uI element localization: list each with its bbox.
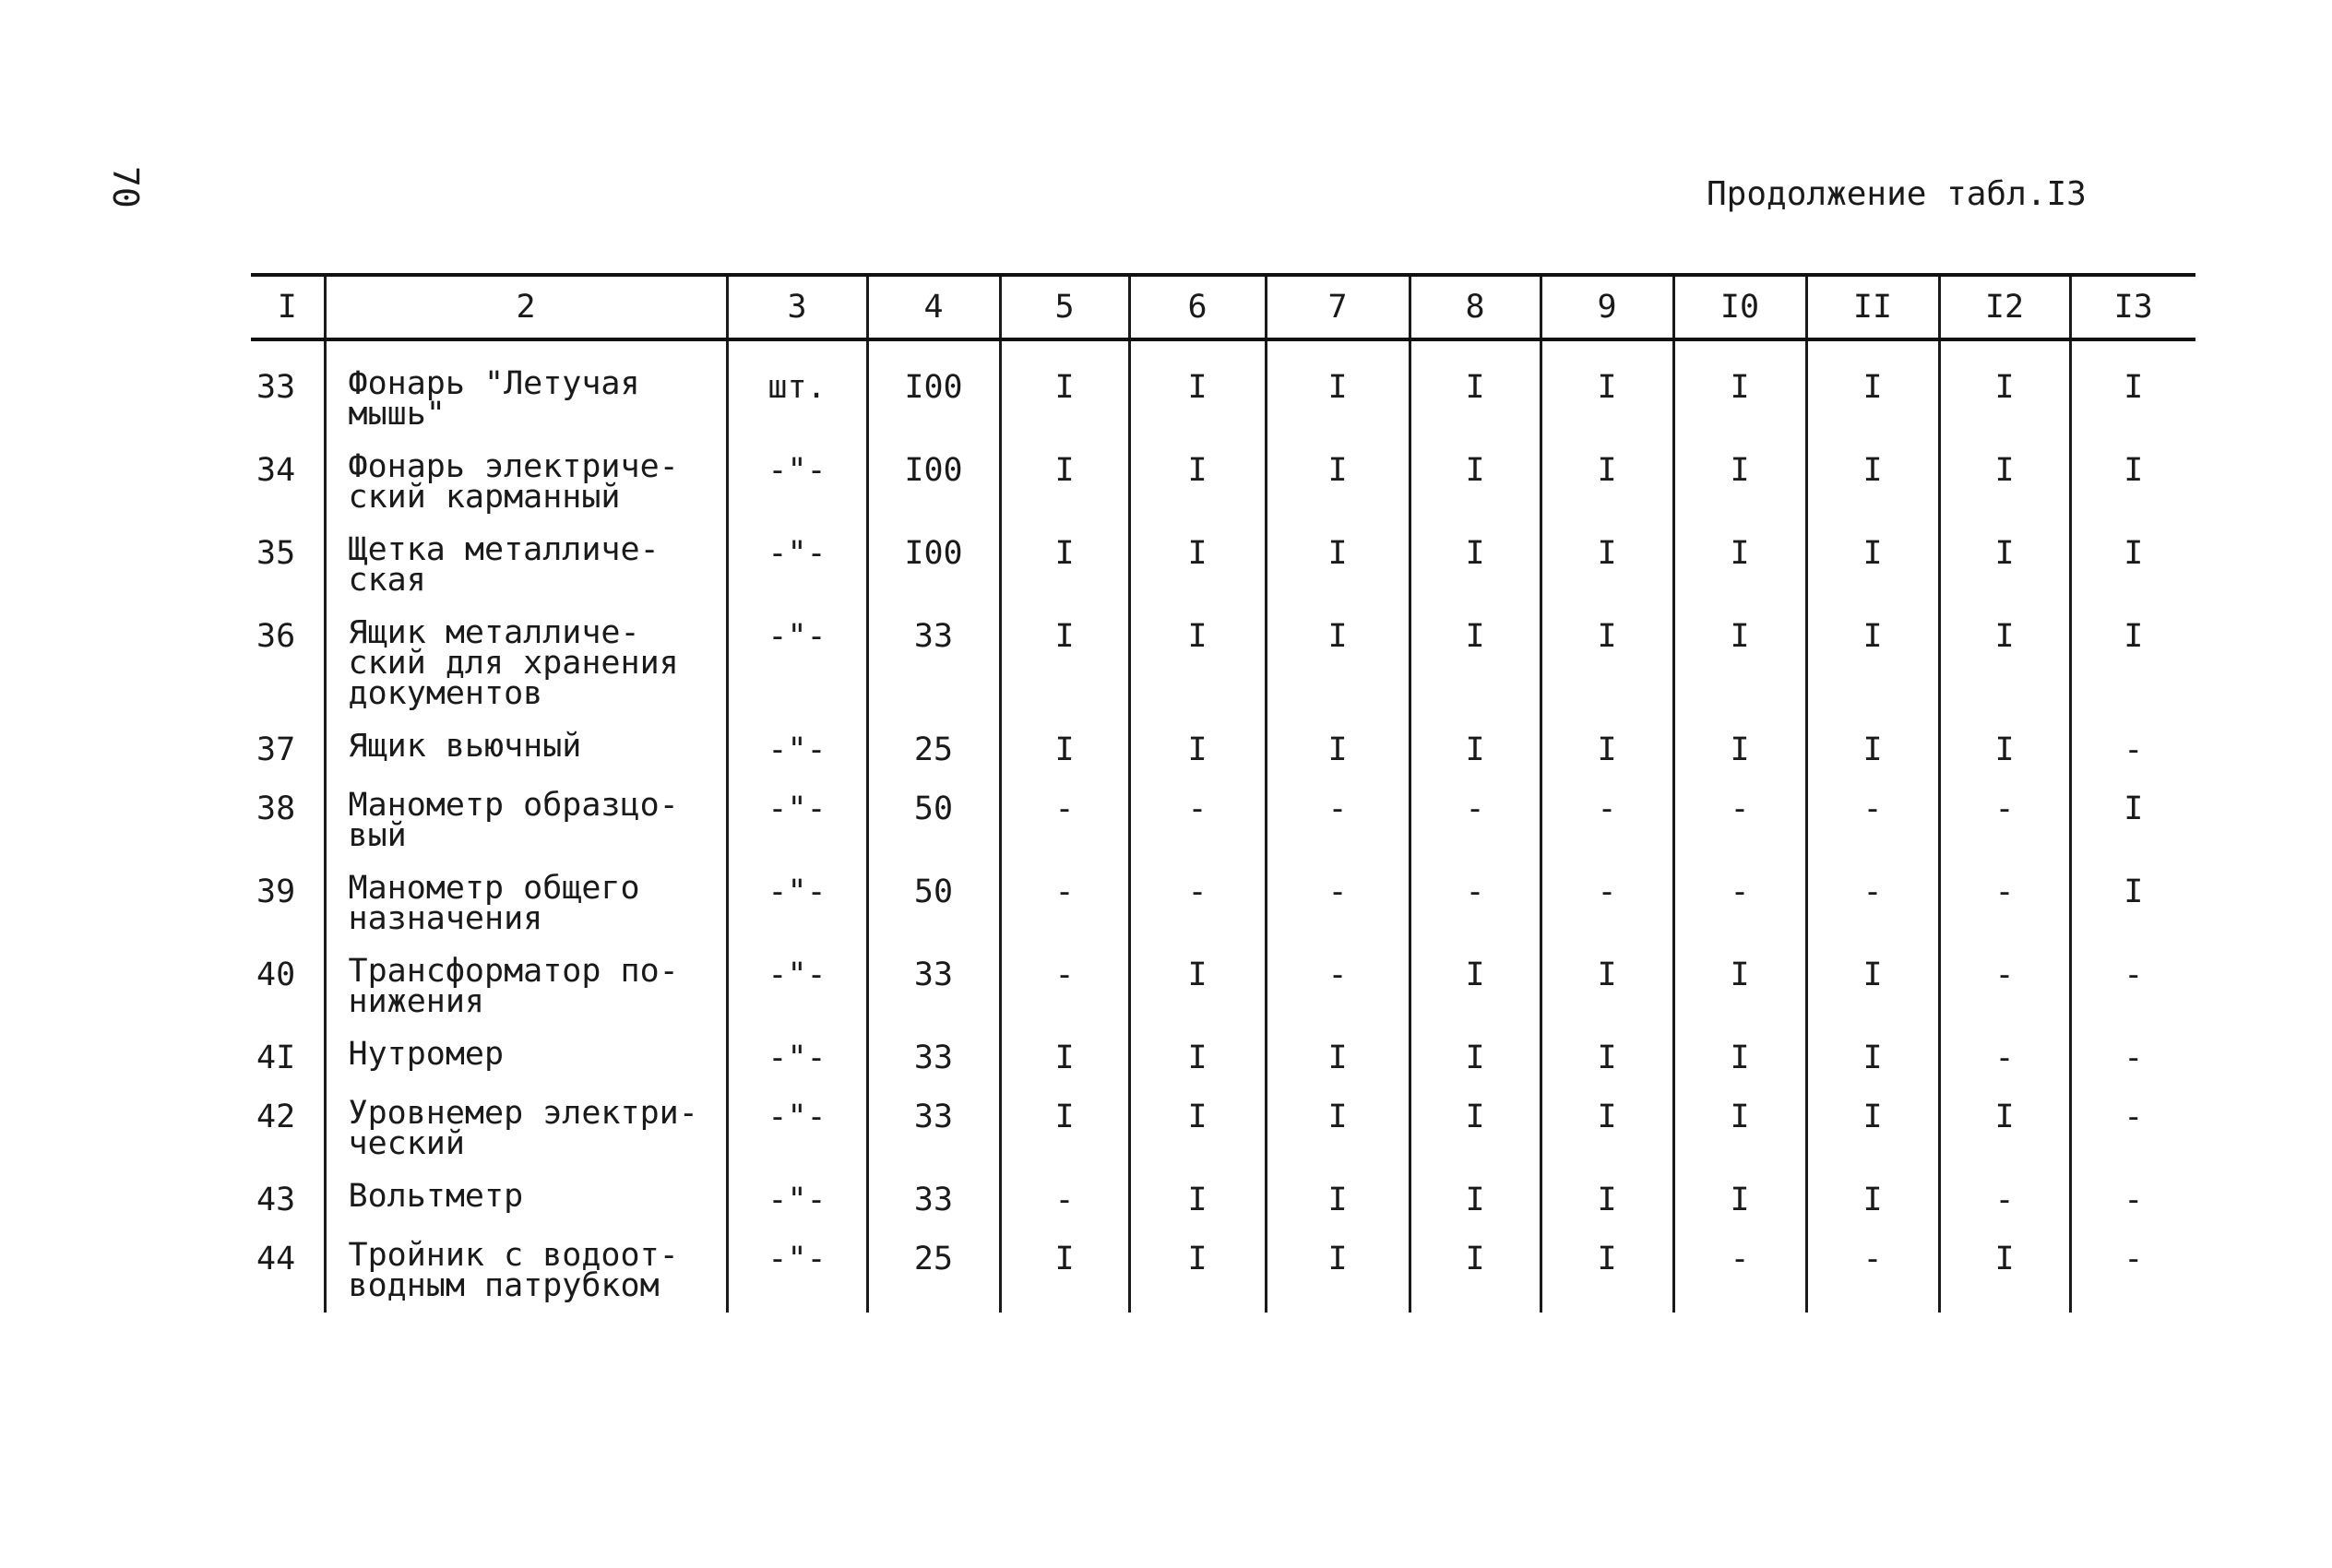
value-cell: - [2070, 1028, 2195, 1087]
row-number-cell: 43 [256, 1182, 296, 1218]
value-cell: I [1541, 945, 1673, 1028]
value-cell: - [1541, 779, 1673, 862]
value-cell: I [1541, 1229, 1673, 1313]
value-cell: - [1000, 1170, 1129, 1229]
value-cell: I [1410, 1028, 1541, 1087]
value-cell: - [1939, 945, 2070, 1028]
page-number: 70 [105, 166, 146, 208]
column-header: 9 [1541, 275, 1673, 339]
value-cell: I [1673, 524, 1806, 607]
row-number-cell: 39 [256, 873, 296, 910]
quantity-cell: 25 [867, 1229, 1000, 1313]
row-number-cell: 35 [256, 535, 296, 572]
value-cell: I [1806, 1087, 1939, 1170]
value-cell: I [2070, 862, 2195, 945]
value-cell: I [1673, 720, 1806, 779]
value-cell: I [1673, 1028, 1806, 1087]
unit-cell: -"- [727, 1087, 867, 1170]
row-number-cell: 40 [256, 956, 296, 993]
item-name-cell: Манометр общего назначения [325, 862, 727, 945]
table-row [251, 945, 2195, 1028]
value-cell: I [1806, 441, 1939, 524]
value-cell: - [1266, 779, 1410, 862]
unit-cell: -"- [727, 862, 867, 945]
row-number-cell: 34 [256, 452, 296, 489]
value-cell: I [1000, 607, 1129, 720]
value-cell: I [1673, 945, 1806, 1028]
unit-cell: -"- [727, 1170, 867, 1229]
value-cell: I [1541, 720, 1673, 779]
value-cell: I [1939, 1229, 2070, 1313]
unit-cell: -"- [727, 1229, 867, 1313]
value-cell: - [1939, 862, 2070, 945]
value-cell: I [1806, 1028, 1939, 1087]
item-name-cell: Фонарь электриче- ский карманный [325, 441, 727, 524]
column-header: 7 [1266, 275, 1410, 339]
quantity-cell: 33 [867, 1170, 1000, 1229]
value-cell: I [1673, 1170, 1806, 1229]
value-cell: I [1129, 607, 1266, 720]
value-cell: I [1129, 1229, 1266, 1313]
unit-cell: -"- [727, 441, 867, 524]
value-cell: I [1541, 339, 1673, 441]
value-cell: I [1266, 1028, 1410, 1087]
unit-cell: -"- [727, 779, 867, 862]
value-cell: I [1266, 1229, 1410, 1313]
unit-cell: -"- [727, 524, 867, 607]
value-cell: I [2070, 339, 2195, 441]
item-name-cell: Вольтметр [325, 1170, 727, 1229]
value-cell: - [1939, 1028, 2070, 1087]
item-name-cell: Уровнемер электри- ческий [325, 1087, 727, 1170]
item-name-cell: Манометр образцо- вый [325, 779, 727, 862]
row-number-cell: 42 [256, 1099, 296, 1135]
value-cell: - [2070, 945, 2195, 1028]
value-cell: I [1806, 720, 1939, 779]
value-cell: I [1410, 720, 1541, 779]
value-cell: - [1806, 779, 1939, 862]
quantity-cell: I00 [867, 339, 1000, 441]
table-row [251, 862, 2195, 945]
value-cell: I [2070, 607, 2195, 720]
value-cell: I [1410, 1170, 1541, 1229]
unit-cell: -"- [727, 607, 867, 720]
value-cell: I [2070, 524, 2195, 607]
table-row [251, 1087, 2195, 1170]
value-cell: I [1410, 1087, 1541, 1170]
value-cell: I [1129, 1170, 1266, 1229]
value-cell: I [1673, 607, 1806, 720]
value-cell: I [1266, 1087, 1410, 1170]
value-cell: I [1129, 1087, 1266, 1170]
value-cell: I [1806, 1170, 1939, 1229]
value-cell: I [1266, 339, 1410, 441]
value-cell: I [1410, 441, 1541, 524]
value-cell: I [1673, 1087, 1806, 1170]
value-cell: I [1000, 1028, 1129, 1087]
value-cell: I [1129, 339, 1266, 441]
value-cell: I [1939, 441, 2070, 524]
value-cell: I [1673, 339, 1806, 441]
value-cell: I [1806, 524, 1939, 607]
value-cell: I [1541, 1028, 1673, 1087]
item-name-cell: Фонарь "Летучая мышь" [325, 339, 727, 441]
table-row [251, 524, 2195, 607]
column-header: 6 [1129, 275, 1266, 339]
column-header: 2 [325, 275, 727, 339]
quantity-cell: 33 [867, 1087, 1000, 1170]
value-cell: - [1129, 779, 1266, 862]
value-cell: I [1266, 441, 1410, 524]
value-cell: I [1806, 607, 1939, 720]
item-name-cell: Ящик вьючный [325, 720, 727, 779]
column-header: I0 [1673, 275, 1806, 339]
column-header: I2 [1939, 275, 2070, 339]
value-cell: I [1129, 524, 1266, 607]
row-number-cell: 38 [256, 790, 296, 827]
value-cell: - [2070, 720, 2195, 779]
value-cell: - [1541, 862, 1673, 945]
table-row [251, 339, 2195, 441]
value-cell: - [1673, 1229, 1806, 1313]
value-cell: I [1000, 339, 1129, 441]
value-cell: - [2070, 1229, 2195, 1313]
value-cell: I [1939, 1087, 2070, 1170]
value-cell: I [1410, 945, 1541, 1028]
row-number-cell: 44 [256, 1241, 296, 1277]
value-cell: I [1000, 524, 1129, 607]
row-number-cell: 37 [256, 731, 296, 768]
value-cell: - [1806, 862, 1939, 945]
quantity-cell: I00 [867, 524, 1000, 607]
value-cell: I [1000, 1229, 1129, 1313]
quantity-cell: 33 [867, 945, 1000, 1028]
table-row [251, 1028, 2195, 1087]
value-cell: - [1410, 862, 1541, 945]
value-cell: - [1939, 1170, 2070, 1229]
column-header: I3 [2070, 275, 2195, 339]
value-cell: I [1129, 945, 1266, 1028]
quantity-cell: 25 [867, 720, 1000, 779]
value-cell: I [1806, 339, 1939, 441]
value-cell: - [1673, 779, 1806, 862]
item-name-cell: Ящик металличе- ский для хранения документов [325, 607, 727, 720]
value-cell: I [1129, 1028, 1266, 1087]
value-cell: I [1939, 720, 2070, 779]
value-cell: - [2070, 1087, 2195, 1170]
value-cell: - [1000, 779, 1129, 862]
quantity-cell: 33 [867, 1028, 1000, 1087]
value-cell: I [1410, 607, 1541, 720]
unit-cell: -"- [727, 720, 867, 779]
value-cell: I [1939, 607, 2070, 720]
unit-cell: -"- [727, 1028, 867, 1087]
value-cell: I [1541, 607, 1673, 720]
value-cell: I [1806, 945, 1939, 1028]
value-cell: - [2070, 1170, 2195, 1229]
quantity-cell: 50 [867, 862, 1000, 945]
value-cell: I [1541, 1087, 1673, 1170]
table-row [251, 607, 2195, 720]
item-name-cell: Нутромер [325, 1028, 727, 1087]
row-number-cell: 36 [256, 618, 296, 655]
column-header: 4 [867, 275, 1000, 339]
value-cell: I [1410, 1229, 1541, 1313]
table-caption: Продолжение табл.I3 [1707, 175, 2087, 213]
value-cell: I [1266, 720, 1410, 779]
item-name-cell: Тройник с водоот- водным патрубком [325, 1229, 727, 1313]
value-cell: I [1129, 720, 1266, 779]
value-cell: I [1266, 607, 1410, 720]
value-cell: I [2070, 441, 2195, 524]
table-row [251, 779, 2195, 862]
value-cell: I [1541, 1170, 1673, 1229]
item-name-cell: Щетка металличе- ская [325, 524, 727, 607]
quantity-cell: 50 [867, 779, 1000, 862]
table-row [251, 720, 2195, 779]
value-cell: - [1673, 862, 1806, 945]
item-name-cell: Трансформатор по- нижения [325, 945, 727, 1028]
column-header: 8 [1410, 275, 1541, 339]
row-number-cell: 33 [256, 369, 296, 406]
table-row [251, 1229, 2195, 1313]
value-cell: - [1806, 1229, 1939, 1313]
value-cell: I [1410, 524, 1541, 607]
value-cell: I [2070, 779, 2195, 862]
value-cell: - [1266, 945, 1410, 1028]
value-cell: I [1266, 524, 1410, 607]
quantity-cell: 33 [867, 607, 1000, 720]
value-cell: I [1000, 720, 1129, 779]
value-cell: - [1000, 945, 1129, 1028]
value-cell: I [1410, 339, 1541, 441]
column-header: 5 [1000, 275, 1129, 339]
value-cell: I [1266, 1170, 1410, 1229]
value-cell: I [1673, 441, 1806, 524]
unit-cell: -"- [727, 945, 867, 1028]
value-cell: - [1129, 862, 1266, 945]
data-table [251, 273, 2195, 1313]
value-cell: I [1000, 441, 1129, 524]
value-cell: I [1939, 339, 2070, 441]
column-header: II [1806, 275, 1939, 339]
column-header: I [251, 275, 325, 339]
table-row [251, 441, 2195, 524]
value-cell: - [1410, 779, 1541, 862]
table-row [251, 1170, 2195, 1229]
value-cell: I [1541, 441, 1673, 524]
value-cell: - [1266, 862, 1410, 945]
value-cell: I [1000, 1087, 1129, 1170]
column-header: 3 [727, 275, 867, 339]
value-cell: I [1939, 524, 2070, 607]
value-cell: I [1541, 524, 1673, 607]
table-header-row [251, 275, 2195, 339]
table-body [251, 339, 2195, 1313]
quantity-cell: I00 [867, 441, 1000, 524]
value-cell: I [1129, 441, 1266, 524]
value-cell: - [1000, 862, 1129, 945]
unit-cell: шт. [727, 339, 867, 441]
value-cell: - [1939, 779, 2070, 862]
row-number-cell: 4I [256, 1039, 296, 1076]
